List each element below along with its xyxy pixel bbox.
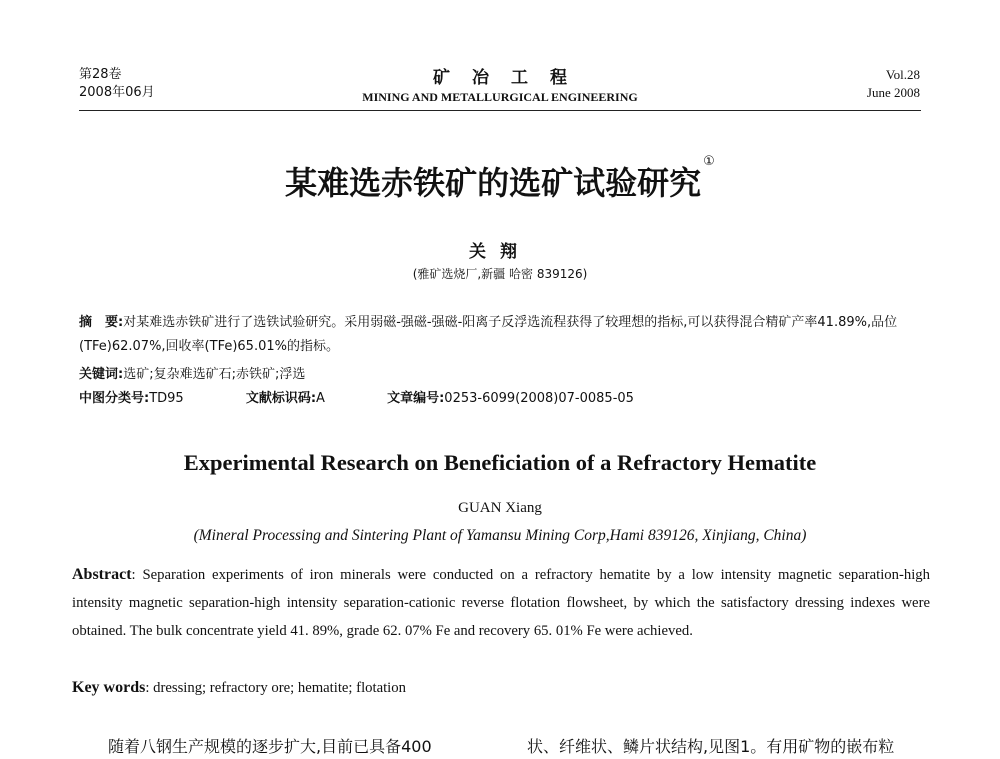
abstract-en — [72, 561, 930, 645]
paper-title-cn-text: 某难选赤铁矿的选矿试验研究 — [285, 164, 702, 202]
doc-label: 文献标识码: — [245, 391, 317, 406]
body-column-left: 随着八钢生产规模的逐步扩大,目前已具备400 — [108, 737, 432, 756]
abstract-cn-label: 摘 要: — [79, 315, 124, 330]
clc-value: TD95 — [149, 391, 184, 406]
clc-label: 中图分类号: — [79, 391, 150, 406]
journal-name-cn: 矿冶工程 — [433, 68, 589, 88]
volume-cn: 第28卷 — [79, 67, 122, 82]
journal-volume-info — [867, 66, 920, 102]
affiliation-cn: (雅矿选烧厂,新疆 哈密 839126) — [412, 267, 588, 281]
abstract-cn — [79, 311, 922, 359]
keywords-cn-text: 选矿;复杂难选矿石;赤铁矿;浮选 — [123, 367, 306, 382]
keywords-en-label: Key words — [72, 679, 146, 696]
paper-title-cn — [0, 154, 1000, 204]
journal-masthead — [0, 63, 1000, 105]
paper-title-en: Experimental Research on Beneficiation of a Refractory Hematite — [183, 450, 817, 475]
journal-name-en: MINING AND METALLURGICAL ENGINEERING — [362, 90, 638, 104]
article-number — [387, 391, 634, 406]
keywords-cn-label: 关键词: — [79, 367, 124, 382]
date-cn: 2008年06月 — [79, 85, 155, 100]
footnote-mark: ① — [703, 154, 715, 169]
doc-value: A — [316, 391, 325, 406]
clc-code — [79, 391, 184, 406]
keywords-cn — [79, 363, 922, 387]
abstract-en-text: Separation experiments of iron minerals were conducted on a refractory hematite by a low intensity magnetic separation-high intensity magnetic separation-high intensity separation-cationic reverse flotation flowsheet, by which the satisfactory dressing indexes were obtained. The bulk concentrate yield 41. 89%, grade 62. 07% Fe and recovery 65. 01% Fe were achieved. — [72, 567, 930, 639]
volume-en: Vol.28 — [885, 67, 920, 82]
affiliation-en: (Mineral Processing and Sintering Plant of Yamansu Mining Corp,Hami 839126, Xinjiang, China) — [193, 527, 807, 544]
doc-code — [246, 391, 325, 406]
keywords-en — [72, 674, 930, 702]
classification-row — [79, 387, 922, 411]
author-name-en: GUAN Xiang — [458, 500, 542, 516]
author-name-cn: 关翔 — [469, 242, 531, 262]
date-en: June 2008 — [866, 85, 920, 100]
article-label: 文章编号: — [387, 391, 445, 406]
keywords-en-colon: : — [145, 680, 154, 696]
keywords-en-text: dressing; refractory ore; hematite; flotation — [153, 680, 406, 696]
abstract-en-label: Abstract — [72, 566, 132, 583]
header-rule — [79, 110, 921, 111]
body-column-right: 状、纤维状、鳞片状结构,见图1。有用矿物的嵌布粒 — [527, 737, 895, 756]
article-value: 0253-6099(2008)07-0085-05 — [444, 391, 634, 406]
abstract-cn-text: 对某难选赤铁矿进行了选铁试验研究。采用弱磁-强磁-强磁-阳离子反浮选流程获得了较理想的指标,可以获得混合精矿产率41.89%,品位(TFe)62.07%,回收率(TFe)65.01%的指标。 — [79, 315, 898, 354]
abstract-en-colon: : — [131, 567, 143, 583]
